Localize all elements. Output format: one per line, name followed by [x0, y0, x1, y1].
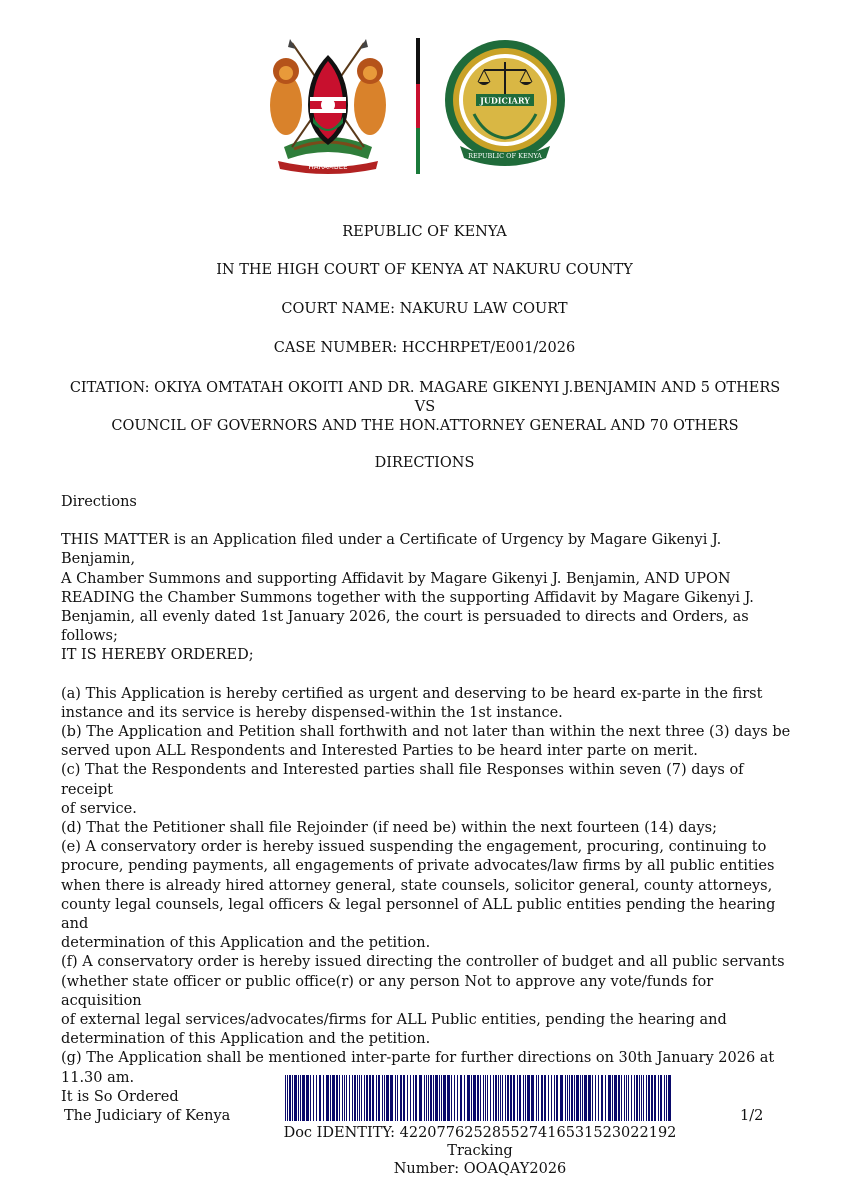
order-line: It is So Ordered [61, 1088, 179, 1105]
barcode-bar [419, 1075, 422, 1121]
barcode-bar [424, 1075, 425, 1121]
barcode-bar [634, 1075, 635, 1121]
barcode-bar [487, 1075, 488, 1121]
order-line: of service. [61, 800, 137, 817]
barcode-bar [366, 1075, 368, 1121]
court-heading: IN THE HIGH COURT OF KENYA AT NAKURU COUNTY [216, 262, 633, 278]
barcode-bar [390, 1075, 393, 1121]
barcode-bar [598, 1075, 599, 1121]
barcode-bar [451, 1075, 452, 1121]
barcode-bar [294, 1075, 297, 1121]
citation-line: COUNCIL OF GOVERNORS AND THE HON.ATTORNEY GENERAL AND 70 OTHERS [111, 418, 739, 434]
barcode-bar [626, 1075, 627, 1121]
barcode-bar [361, 1075, 362, 1121]
order-line: county legal counsels, legal officers & legal personnel of ALL public entities pending the hearing and [61, 896, 776, 933]
barcode-bar [639, 1075, 640, 1121]
barcode-bar [310, 1075, 311, 1121]
order-line: (whether state officer or public office(r) or any person Not to approve any vote/funds for acquisition [61, 973, 714, 1009]
barcode-bar [631, 1075, 632, 1121]
barcode-bar [658, 1075, 659, 1121]
barcode-bar [477, 1075, 479, 1121]
barcode-bar [306, 1075, 309, 1121]
barcode-bar [527, 1075, 530, 1121]
barcode-bar [618, 1075, 620, 1121]
order-line: (c) That the Respondents and Interested parties shall file Responses within seven (7) days of receipt [61, 762, 744, 798]
barcode-bar [415, 1075, 417, 1121]
barcode-bar [525, 1075, 526, 1121]
barcode-bar [544, 1075, 546, 1121]
doc-identity [250, 1124, 710, 1178]
barcode-bar [285, 1075, 286, 1121]
barcode-bar [439, 1075, 440, 1121]
order-line: instance and its service is hereby dispensed-within the 1st instance. [61, 704, 563, 721]
barcode-bar [330, 1075, 331, 1121]
emblems-header [0, 30, 849, 180]
page-number: 1/2 [740, 1108, 764, 1124]
order-line: determination of this Application and the petition. [61, 1031, 431, 1048]
barcode-bar [354, 1075, 356, 1121]
kenya-coat-of-arms-icon [264, 35, 392, 175]
barcode-bar [342, 1075, 343, 1121]
barcode-bar [641, 1075, 642, 1121]
barcode-bar [410, 1075, 411, 1121]
barcode-bar [483, 1075, 484, 1121]
barcode-bar [605, 1075, 606, 1121]
barcode-bar [584, 1075, 587, 1121]
barcode-bar [560, 1075, 563, 1121]
barcode-bar [332, 1075, 335, 1121]
doc-identity-line: Doc IDENTITY: 422077625285527416531523022192 Tracking [283, 1125, 677, 1159]
barcode-bar [531, 1075, 534, 1121]
order-line: procure, pending payments, all engagements of private advocates/law firms by all public entities [61, 858, 775, 875]
barcode-bar [580, 1075, 581, 1121]
barcode-bar [668, 1075, 671, 1121]
barcode-bar [554, 1075, 555, 1121]
barcode-bar [336, 1075, 338, 1121]
barcode-bar [359, 1075, 360, 1121]
barcode-bar [339, 1075, 340, 1121]
barcode-bar [523, 1075, 524, 1121]
barcode-bar [447, 1075, 450, 1121]
barcode-bar [565, 1075, 566, 1121]
barcode-bar [464, 1075, 465, 1121]
republic-heading: REPUBLIC OF KENYA [342, 224, 507, 240]
barcode-bar [621, 1075, 622, 1121]
barcode-bar [502, 1075, 503, 1121]
barcode-bar [595, 1075, 596, 1121]
barcode-bar [628, 1075, 629, 1121]
barcode-bar [364, 1075, 365, 1121]
barcode-bar [395, 1075, 396, 1121]
barcode-bar [646, 1075, 647, 1121]
court-name: COURT NAME: NAKURU LAW COURT [281, 301, 568, 317]
order-line: 11.30 am. [61, 1069, 135, 1086]
barcode-bar [386, 1075, 389, 1121]
directions-body [61, 493, 796, 1107]
barcode-bar [426, 1075, 427, 1121]
barcode-bar [588, 1075, 591, 1121]
barcode-bar [517, 1075, 518, 1121]
intro-line: Benjamin, all evenly dated 1st January 2026, the court is persuaded to directs and Orders, as [61, 609, 749, 626]
barcode-bar [403, 1075, 405, 1121]
flag-divider [416, 38, 420, 174]
barcode-bar [536, 1075, 537, 1121]
barcode-bar [576, 1075, 579, 1121]
order-line: of external legal services/advocates/firms for ALL Public entities, pending the hearing and [61, 1012, 727, 1029]
doc-identity-line: Number: OOAQAY2026 [393, 1161, 567, 1177]
barcode-bar [556, 1075, 558, 1121]
barcode-bar [485, 1075, 486, 1121]
citation [60, 379, 790, 436]
order-line: when there is already hired attorney general, state counsels, solicitor general, county attorneys, [61, 877, 773, 894]
intro-line: READING the Chamber Summons together with the supporting Affidavit by Magare Gikenyi J. [61, 589, 754, 606]
barcode-bar [664, 1075, 665, 1121]
barcode-bar [302, 1075, 305, 1121]
order-line: (g) The Application shall be mentioned inter-parte for further directions on 30th January 2026 at [61, 1050, 775, 1067]
barcode-bar [612, 1075, 613, 1121]
barcode-icon [283, 1075, 673, 1121]
barcode-bar [397, 1075, 398, 1121]
barcode-bar [428, 1075, 429, 1121]
intro-line: A Chamber Summons and supporting Affidavit by Magare Gikenyi J. Benjamin, AND UPON [61, 570, 731, 587]
barcode-bar [300, 1075, 301, 1121]
barcode-bar [510, 1075, 512, 1121]
barcode-bar [519, 1075, 521, 1121]
judiciary-seal-icon [440, 34, 570, 174]
barcode-bar [326, 1075, 329, 1121]
barcode-bar [316, 1075, 317, 1121]
barcode-bar [551, 1075, 552, 1121]
barcode-bar [473, 1075, 476, 1121]
barcode-bar [601, 1075, 603, 1121]
barcode-bar [323, 1075, 324, 1121]
barcode-bar [651, 1075, 653, 1121]
barcode-bar [582, 1075, 583, 1121]
barcode-bar [313, 1075, 314, 1121]
order-line: (d) That the Petitioner shall file Rejoinder (if need be) within the next fourteen (14) days; [61, 820, 717, 837]
barcode-bar [654, 1075, 656, 1121]
barcode-bar [443, 1075, 446, 1121]
barcode-bar [648, 1075, 650, 1121]
intro-line: follows; [61, 628, 118, 645]
barcode-bar [495, 1075, 497, 1121]
order-line: determination of this Application and the petition. [61, 935, 431, 952]
barcode-bar [292, 1075, 293, 1121]
barcode-bar [493, 1075, 494, 1121]
coat-motto: HARAMBEE [308, 163, 348, 171]
seal-country: REPUBLIC OF KENYA [468, 152, 542, 160]
barcode-bar [400, 1075, 402, 1121]
footer-issuer: The Judiciary of Kenya [64, 1108, 231, 1124]
barcode-bar [574, 1075, 575, 1121]
barcode-bar [457, 1075, 458, 1121]
barcode-bar [346, 1075, 347, 1121]
barcode-bar [480, 1075, 481, 1121]
barcode-bar [298, 1075, 299, 1121]
barcode-bar [460, 1075, 462, 1121]
barcode-bar [433, 1075, 434, 1121]
citation-line: CITATION: OKIYA OMTATAH OKOITI AND DR. MAGARE GIKENYI J.BENJAMIN AND 5 OTHERS VS [69, 380, 781, 415]
barcode-bar [490, 1075, 491, 1121]
barcode-bar [643, 1075, 644, 1121]
barcode-bar [369, 1075, 371, 1121]
barcode-bar [378, 1075, 380, 1121]
barcode-bar [666, 1075, 667, 1121]
barcode-bar [287, 1075, 288, 1121]
barcode-bar [624, 1075, 625, 1121]
barcode-bar [441, 1075, 442, 1121]
barcode-bar [507, 1075, 509, 1121]
barcode-bar [592, 1075, 593, 1121]
barcode-bar [505, 1075, 506, 1121]
barcode-bar [569, 1075, 570, 1121]
barcode-bar [660, 1075, 662, 1121]
barcode-bar [571, 1075, 573, 1121]
order-line: (e) A conservatory order is hereby issued suspending the engagement, procuring, continuing to [61, 839, 767, 856]
barcode-bar [513, 1075, 515, 1121]
barcode-bar [344, 1075, 345, 1121]
barcode-bar [538, 1075, 539, 1121]
barcode-bar [541, 1075, 543, 1121]
barcode-bar [384, 1075, 385, 1121]
barcode-bar [454, 1075, 455, 1121]
order-line: served upon ALL Respondents and Interested Parties to be heard inter parte on merit. [61, 743, 698, 760]
barcode-bar [352, 1075, 353, 1121]
barcode-bar [376, 1075, 377, 1121]
case-number: CASE NUMBER: HCCHRPET/E001/2026 [273, 340, 576, 356]
intro-line: THIS MATTER is an Application filed under a Certificate of Urgency by Magare Gikenyi J. Benjamin, [61, 532, 722, 568]
order-line: (b) The Application and Petition shall forthwith and not later than within the next three (3) days be [61, 724, 791, 741]
seal-title: JUDICIARY [480, 95, 530, 106]
barcode-bar [372, 1075, 374, 1121]
barcode-bar [636, 1075, 638, 1121]
order-line: (a) This Application is hereby certified as urgent and deserving to be heard ex-parte in the first [61, 685, 763, 702]
barcode-bar [500, 1075, 501, 1121]
barcode-bar [608, 1075, 611, 1121]
barcode-bar [498, 1075, 499, 1121]
barcode-bar [382, 1075, 383, 1121]
barcode-bar [471, 1075, 472, 1121]
barcode-bar [319, 1075, 321, 1121]
barcode-bar [349, 1075, 350, 1121]
barcode-bar [614, 1075, 617, 1121]
directions-label: Directions [61, 494, 137, 510]
order-line: (f) A conservatory order is hereby issued directing the controller of budget and all public servants [61, 954, 785, 971]
barcode-bar [407, 1075, 408, 1121]
barcode-bar [430, 1075, 432, 1121]
barcode-bar [467, 1075, 470, 1121]
barcode-bar [548, 1075, 549, 1121]
intro-line: IT IS HEREBY ORDERED; [61, 647, 254, 664]
barcode-bar [435, 1075, 438, 1121]
barcode-bar [567, 1075, 568, 1121]
barcode-bar [357, 1075, 358, 1121]
barcode-bar [289, 1075, 291, 1121]
section-title: DIRECTIONS [374, 455, 475, 471]
barcode-bar [413, 1075, 414, 1121]
